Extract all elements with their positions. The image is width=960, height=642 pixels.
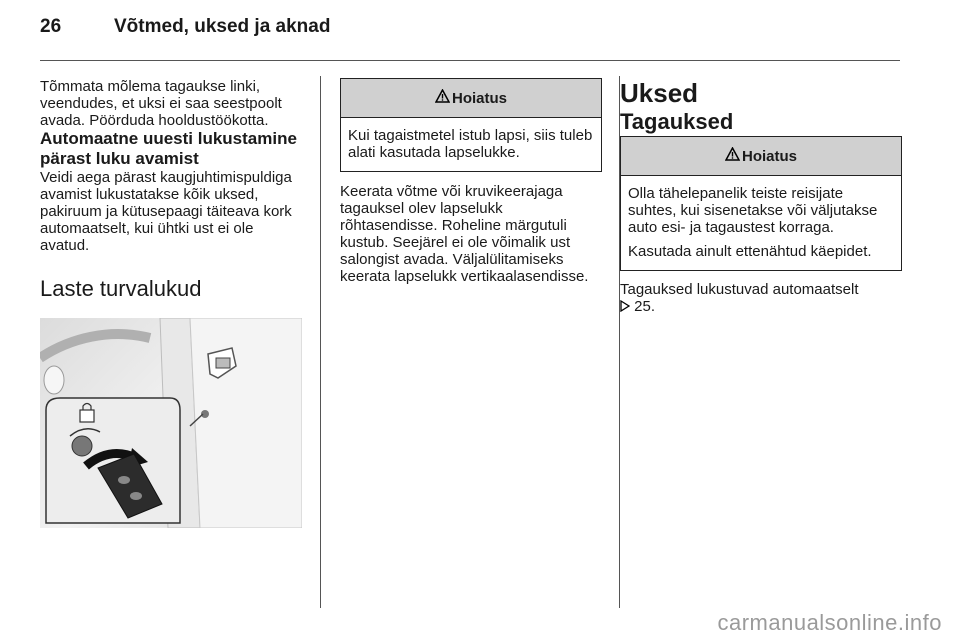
auto-relock-paragraph: Veidi aega pärast kaugjuhtimispuldiga avamist lukustatakse kõik uksed, pakiruum ja kütusepaagi täiteava kork automaatselt, kui ühtki ust ei ole avatud. <box>40 169 292 254</box>
warning-text: Kui tagaistmetel istub lapsi, siis tuleb alati kasutada lapselukke. <box>348 127 593 161</box>
door-key-drawing <box>40 318 302 528</box>
arrow-triangle-icon[interactable] <box>620 299 630 316</box>
warning-box <box>340 78 602 172</box>
child-lock-instructions: Keerata võtme või kruvikeerajaga tagauksel olev lapselukk rõhtasendisse. Roheline märgutuli kustub. Seejärel ei ole võimalik ust salongist avada. Väljalülitamiseks keerata lapselukk vertikaalasendisse. <box>340 183 589 285</box>
column-left <box>40 78 304 528</box>
warning-title: Hoiatus <box>451 89 507 107</box>
warning-header <box>341 79 601 118</box>
warning-body <box>621 176 901 270</box>
watermark: carmanualsonline.info <box>717 610 942 635</box>
column-right <box>620 78 902 316</box>
rear-doors-text: Tagauksed lukustuvad automaatselt <box>620 281 859 298</box>
child-lock-illustration <box>40 318 302 528</box>
warning-body <box>341 118 601 171</box>
rear-doors-paragraph <box>620 281 902 316</box>
page-title: Võtmed, uksed ja aknad <box>114 16 331 37</box>
warning-text-2: Kasutada ainult ettenähtud käepidet. <box>628 243 872 260</box>
header-rule <box>40 60 900 61</box>
warning-triangle-icon <box>725 147 740 165</box>
child-locks-heading: Laste turvalukud <box>40 276 202 301</box>
warning-title: Hoiatus <box>741 147 797 165</box>
intro-paragraph: Tõmmata mõlema tagaukse linki, veendudes, et uksi ei saa seestpoolt avada. Pöörduda hooldustöökotta. <box>40 78 282 129</box>
page-number: 26 <box>40 16 62 37</box>
warning-triangle-icon <box>435 89 450 107</box>
rear-doors-heading: Tagauksed <box>620 109 734 134</box>
warning-text-1: Olla tähelepanelik teiste reisijate suhtes, kui sisenetakse või väljutakse auto esi- ja tagaustest korraga. <box>628 185 878 236</box>
warning-header <box>621 137 901 176</box>
cross-reference-page[interactable]: 25. <box>634 298 656 315</box>
column-middle <box>340 78 602 285</box>
column-divider <box>320 76 321 608</box>
doors-heading: Uksed <box>620 78 699 108</box>
warning-box <box>620 136 902 271</box>
auto-relock-heading: Automaatne uuesti lukustamine pärast luku avamist <box>40 129 297 168</box>
